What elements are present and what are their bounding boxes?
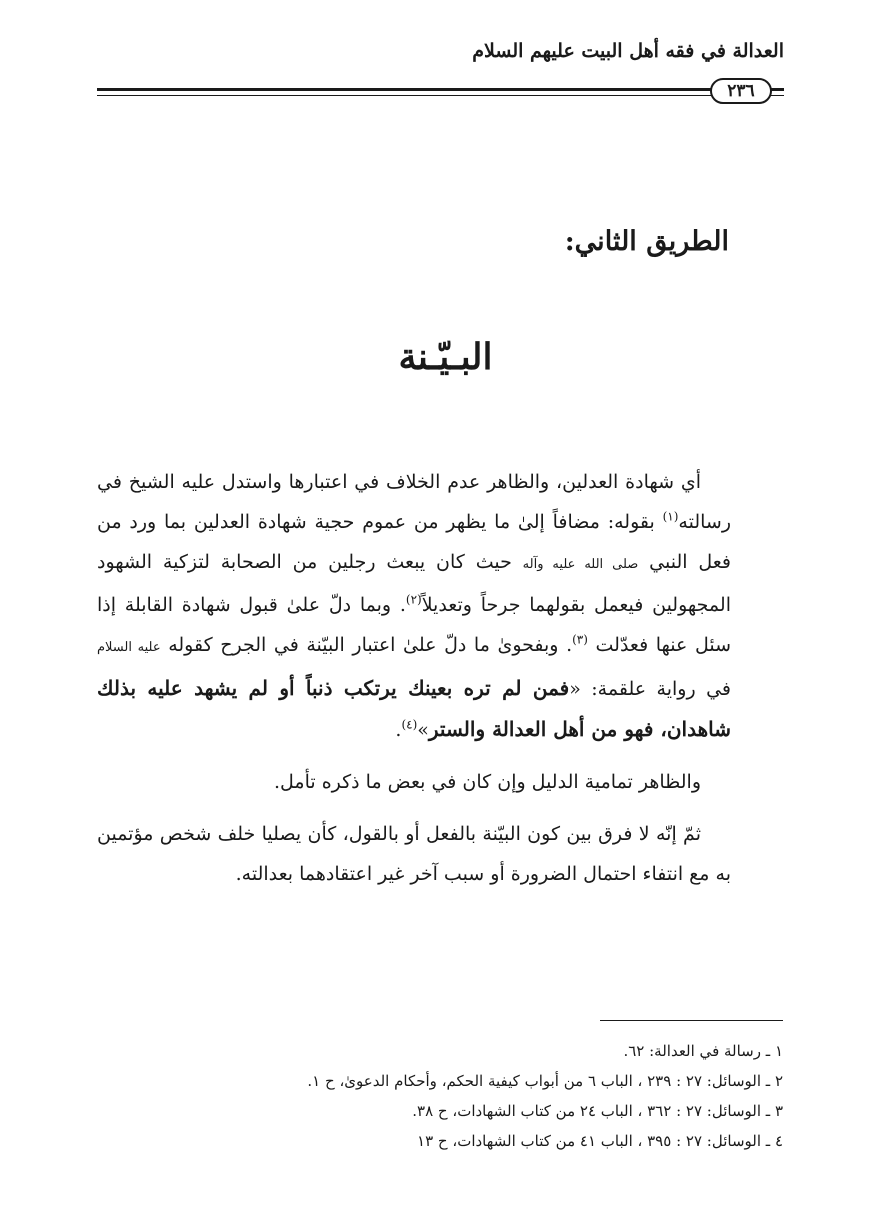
footnote-ref-4[interactable]: (٤) [401,717,418,732]
honorific-prophet: صلى الله عليه وآله [522,557,639,572]
p1-text-7: » [417,719,429,741]
footnote-1: ١ ـ رسالة في العدالة: ٦٢. [623,1042,783,1060]
header-rule-right-thick [770,88,784,91]
footnote-ref-3[interactable]: (٣) [572,632,588,647]
quoted-narration: فمن لم تره بعينك يرتكب ذنباً أو لم يشهد عليه بذلك شاهدان، فهو من أهل العدالة والستر [97,676,731,741]
footnote-ref-1[interactable]: (١) [662,509,679,524]
p1-text-6: في رواية علقمة: « [569,678,732,700]
p1-text-3: حيث كان يبعث رجلين من الصحابة لتزكية الشهود المجهولين فيعمل بقولهما جرحاً وتعديلاً [97,551,731,616]
p1-text-5: . وبفحوىٰ ما دلّ علىٰ اعتبار البيّنة في الجرح كقوله [160,634,573,656]
footnote-separator [600,1020,783,1021]
section-heading: الطريق الثاني: [564,226,729,257]
page-number: ٢٣٦ [710,78,772,104]
section-title: البـيّـنة [398,336,493,378]
running-header-title: العدالة في فقه أهل البيت عليهم السلام [472,40,784,62]
header-rule-thin [97,95,753,96]
honorific-imam: عليه السلام [97,640,161,655]
footnote-4: ٤ ـ الوسائل: ٢٧ : ٣٩٥ ، الباب ٤١ من كتاب الشهادات، ح ١٣ [417,1132,783,1150]
header-rule-right-thin [770,95,784,96]
footnote-ref-2[interactable]: (٢) [405,592,422,607]
p1-text-8: . [395,719,402,741]
header-rule-thick [97,88,753,91]
p1-text-2: بقوله: مضافاً إلىٰ ما يظهر من عموم حجية شهادة العدلين بما ورد من فعل النبي [97,511,731,573]
body-text [97,462,731,906]
paragraph-1 [97,462,731,750]
footnote-2: ٢ ـ الوسائل: ٢٧ : ٢٣٩ ، الباب ٦ من أبواب كيفية الحكم، وأحكام الدعوىٰ، ح ١. [307,1072,783,1090]
footnote-3: ٣ ـ الوسائل: ٢٧ : ٣٦٢ ، الباب ٢٤ من كتاب الشهادات، ح ٣٨. [412,1102,783,1120]
paragraph-2: والظاهر تمامية الدليل وإن كان في بعض ما ذكره تأمل. [273,771,701,793]
paragraph-3: ثمّ إنّه لا فرق بين كون البيّنة بالفعل أو بالقول، كأن يصليا خلف شخص مؤتمين به مع انتفاء احتمال الضرورة أو سبب آخر غير اعتقادهما بعدالته. [97,823,731,885]
footnotes [97,1036,783,1156]
p1-text-4: . وبما دلّ علىٰ قبول شهادة القابلة إذا سئل عنها فعدّلت [97,594,732,656]
p1-text-1: أي شهادة العدلين، والظاهر عدم الخلاف في اعتبارها واستدل عليه الشيخ في رسالته [97,471,731,533]
